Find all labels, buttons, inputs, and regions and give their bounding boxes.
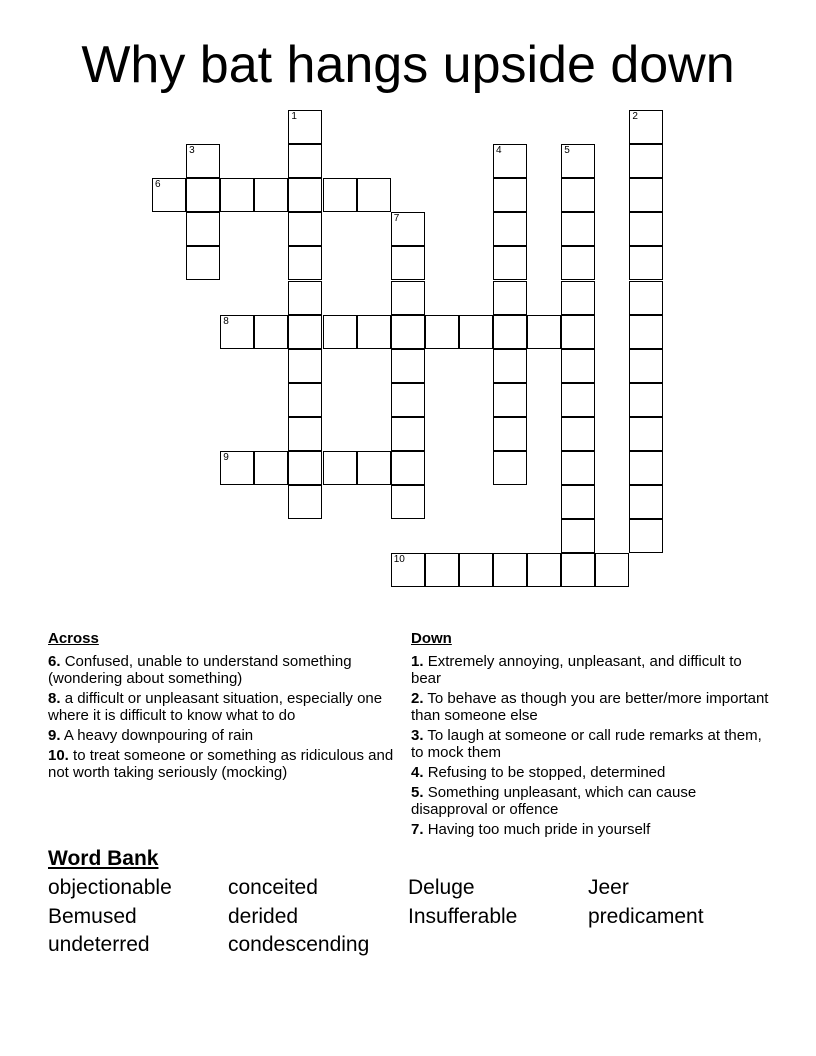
grid-cell[interactable] [561, 178, 595, 212]
grid-cell[interactable] [629, 349, 663, 383]
clue-text: a difficult or unpleasant situation, especially one where it is difficult to know what to do [48, 690, 383, 724]
grid-cell[interactable] [629, 144, 663, 178]
grid-cell[interactable] [288, 417, 322, 451]
across-heading: Across [48, 630, 99, 647]
clue-number: 7. [411, 821, 424, 838]
grid-cell[interactable] [561, 144, 595, 178]
clue-down-4 [411, 764, 771, 781]
clue-text: Refusing to be stopped, determined [427, 764, 666, 781]
clue-number: 5. [411, 784, 424, 801]
grid-cell[interactable] [323, 451, 357, 485]
grid-cell[interactable] [629, 212, 663, 246]
grid-cell[interactable] [391, 212, 425, 246]
grid-cell[interactable] [493, 144, 527, 178]
grid-cell[interactable] [323, 178, 357, 212]
grid-cell[interactable] [629, 383, 663, 417]
grid-cell[interactable] [254, 315, 288, 349]
grid-cell[interactable] [493, 383, 527, 417]
clue-text: To laugh at someone or call rude remarks at them, to mock them [411, 727, 762, 761]
clue-across-10 [48, 747, 403, 781]
down-clues [411, 630, 771, 841]
grid-cell[interactable] [629, 246, 663, 280]
grid-cell[interactable] [288, 383, 322, 417]
across-clues [48, 630, 403, 784]
cell-number: 1 [291, 111, 297, 122]
clue-down-3 [411, 727, 771, 761]
grid-cell[interactable] [288, 110, 322, 144]
cell-number: 7 [393, 213, 400, 225]
grid-cell[interactable] [459, 315, 493, 349]
clue-text: Having too much pride in yourself [427, 821, 651, 838]
cell-number: 3 [189, 145, 195, 157]
word-bank-word: Insufferable [408, 904, 518, 928]
word-bank-word: Deluge [408, 876, 475, 899]
clue-number: 10. [48, 747, 69, 764]
clue-down-1 [411, 653, 771, 687]
word-bank [48, 846, 788, 960]
word-bank-word: conceited [228, 876, 318, 899]
grid-cell[interactable] [629, 519, 663, 553]
grid-cell[interactable] [629, 178, 663, 212]
page-title: Why bat hangs upside down [81, 36, 735, 94]
grid-cell[interactable] [288, 178, 322, 212]
clue-down-7 [411, 821, 771, 838]
grid-cell[interactable] [561, 519, 595, 553]
grid-cell[interactable] [391, 451, 425, 485]
grid-cell[interactable] [493, 417, 527, 451]
cell-number: 10 [393, 554, 405, 566]
word-bank-word: objectionable [48, 876, 172, 899]
grid-cell[interactable] [493, 349, 527, 383]
word-bank-list [48, 874, 788, 960]
grid-cell[interactable] [323, 315, 357, 349]
grid-cell[interactable] [254, 178, 288, 212]
grid-cell[interactable] [391, 281, 425, 315]
grid-cell[interactable] [186, 178, 220, 212]
grid-cell[interactable] [459, 553, 493, 587]
down-heading: Down [411, 630, 452, 647]
grid-cell[interactable] [561, 451, 595, 485]
grid-cell[interactable] [391, 553, 425, 587]
clue-down-2 [411, 690, 771, 724]
cell-number: 8 [223, 315, 229, 327]
clue-number: 8. [48, 690, 61, 707]
grid-cell[interactable] [288, 485, 322, 519]
grid-cell[interactable] [391, 485, 425, 519]
grid-cell[interactable] [357, 178, 391, 212]
grid-cell[interactable] [186, 246, 220, 280]
grid-cell[interactable] [561, 212, 595, 246]
grid-cell[interactable] [391, 246, 425, 280]
word-bank-word: undeterred [48, 933, 150, 956]
clue-text: Something unpleasant, which can cause disapproval or offence [411, 784, 697, 818]
grid-cell[interactable] [527, 315, 561, 349]
grid-cell[interactable] [561, 349, 595, 383]
grid-cell[interactable] [220, 178, 254, 212]
grid-cell[interactable] [595, 553, 629, 587]
cell-number: 4 [496, 145, 502, 157]
grid-cell[interactable] [288, 451, 322, 485]
clue-text: to treat someone or something as ridiculous and not worth taking seriously (mocking) [48, 747, 394, 781]
grid-cell[interactable] [629, 485, 663, 519]
grid-cell[interactable] [629, 315, 663, 349]
grid-cell[interactable] [425, 553, 459, 587]
grid-cell[interactable] [561, 417, 595, 451]
grid-cell[interactable] [391, 383, 425, 417]
grid-cell[interactable] [493, 178, 527, 212]
grid-cell[interactable] [425, 315, 459, 349]
grid-cell[interactable] [220, 451, 254, 485]
cell-number: 6 [155, 179, 161, 191]
clue-down-5 [411, 784, 771, 818]
clue-number: 9. [48, 727, 61, 744]
grid-cell[interactable] [288, 144, 322, 178]
grid-cell[interactable] [186, 144, 220, 178]
grid-cell[interactable] [561, 553, 595, 587]
clue-text: A heavy downpouring of rain [63, 727, 254, 744]
word-bank-word: derided [228, 904, 299, 928]
grid-cell[interactable] [561, 281, 595, 315]
clue-text: To behave as though you are better/more important than someone else [411, 690, 769, 724]
grid-cell[interactable] [561, 485, 595, 519]
clue-number: 4. [411, 764, 424, 781]
grid-cell[interactable] [493, 315, 527, 349]
grid-cell[interactable] [493, 212, 527, 246]
clue-across-9 [48, 727, 403, 744]
grid-cell[interactable] [561, 246, 595, 280]
grid-cell[interactable] [357, 451, 391, 485]
word-bank-word: condescending [228, 933, 370, 956]
clue-number: 3. [411, 727, 424, 744]
grid-cell[interactable] [391, 349, 425, 383]
cell-number: 9 [223, 452, 229, 463]
clue-number: 6. [48, 653, 61, 670]
grid-cell[interactable] [288, 281, 322, 315]
grid-cell[interactable] [152, 178, 186, 212]
grid-cell[interactable] [629, 417, 663, 451]
cell-number: 2 [632, 111, 638, 122]
grid-cell[interactable] [391, 315, 425, 349]
grid-cell[interactable] [186, 212, 220, 246]
clue-across-8 [48, 690, 403, 724]
clue-text: Extremely annoying, unpleasant, and difficult to bear [411, 653, 742, 687]
grid-cell[interactable] [288, 246, 322, 280]
clue-across-6 [48, 653, 403, 687]
grid-cell[interactable] [220, 315, 254, 349]
word-bank-word: Bemused [48, 904, 137, 928]
grid-cell[interactable] [493, 281, 527, 315]
grid-cell[interactable] [629, 110, 663, 144]
grid-cell[interactable] [527, 553, 561, 587]
grid-cell[interactable] [288, 212, 322, 246]
grid-cell[interactable] [629, 281, 663, 315]
grid-cell[interactable] [561, 315, 595, 349]
word-bank-title: Word Bank [48, 847, 159, 870]
clue-number: 1. [411, 653, 424, 670]
cell-number: 5 [564, 145, 570, 157]
grid-cell[interactable] [391, 417, 425, 451]
grid-cell[interactable] [357, 315, 391, 349]
clue-number: 2. [411, 690, 424, 707]
grid-cell[interactable] [288, 349, 322, 383]
grid-cell[interactable] [493, 553, 527, 587]
word-bank-word: predicament [588, 904, 704, 928]
word-bank-word: Jeer [588, 876, 629, 899]
grid-cell[interactable] [288, 315, 322, 349]
grid-cell[interactable] [493, 246, 527, 280]
grid-cell[interactable] [561, 383, 595, 417]
grid-cell[interactable] [629, 451, 663, 485]
grid-cell[interactable] [254, 451, 288, 485]
clue-text: Confused, unable to understand something (wondering about something) [48, 653, 352, 687]
grid-cell[interactable] [493, 451, 527, 485]
